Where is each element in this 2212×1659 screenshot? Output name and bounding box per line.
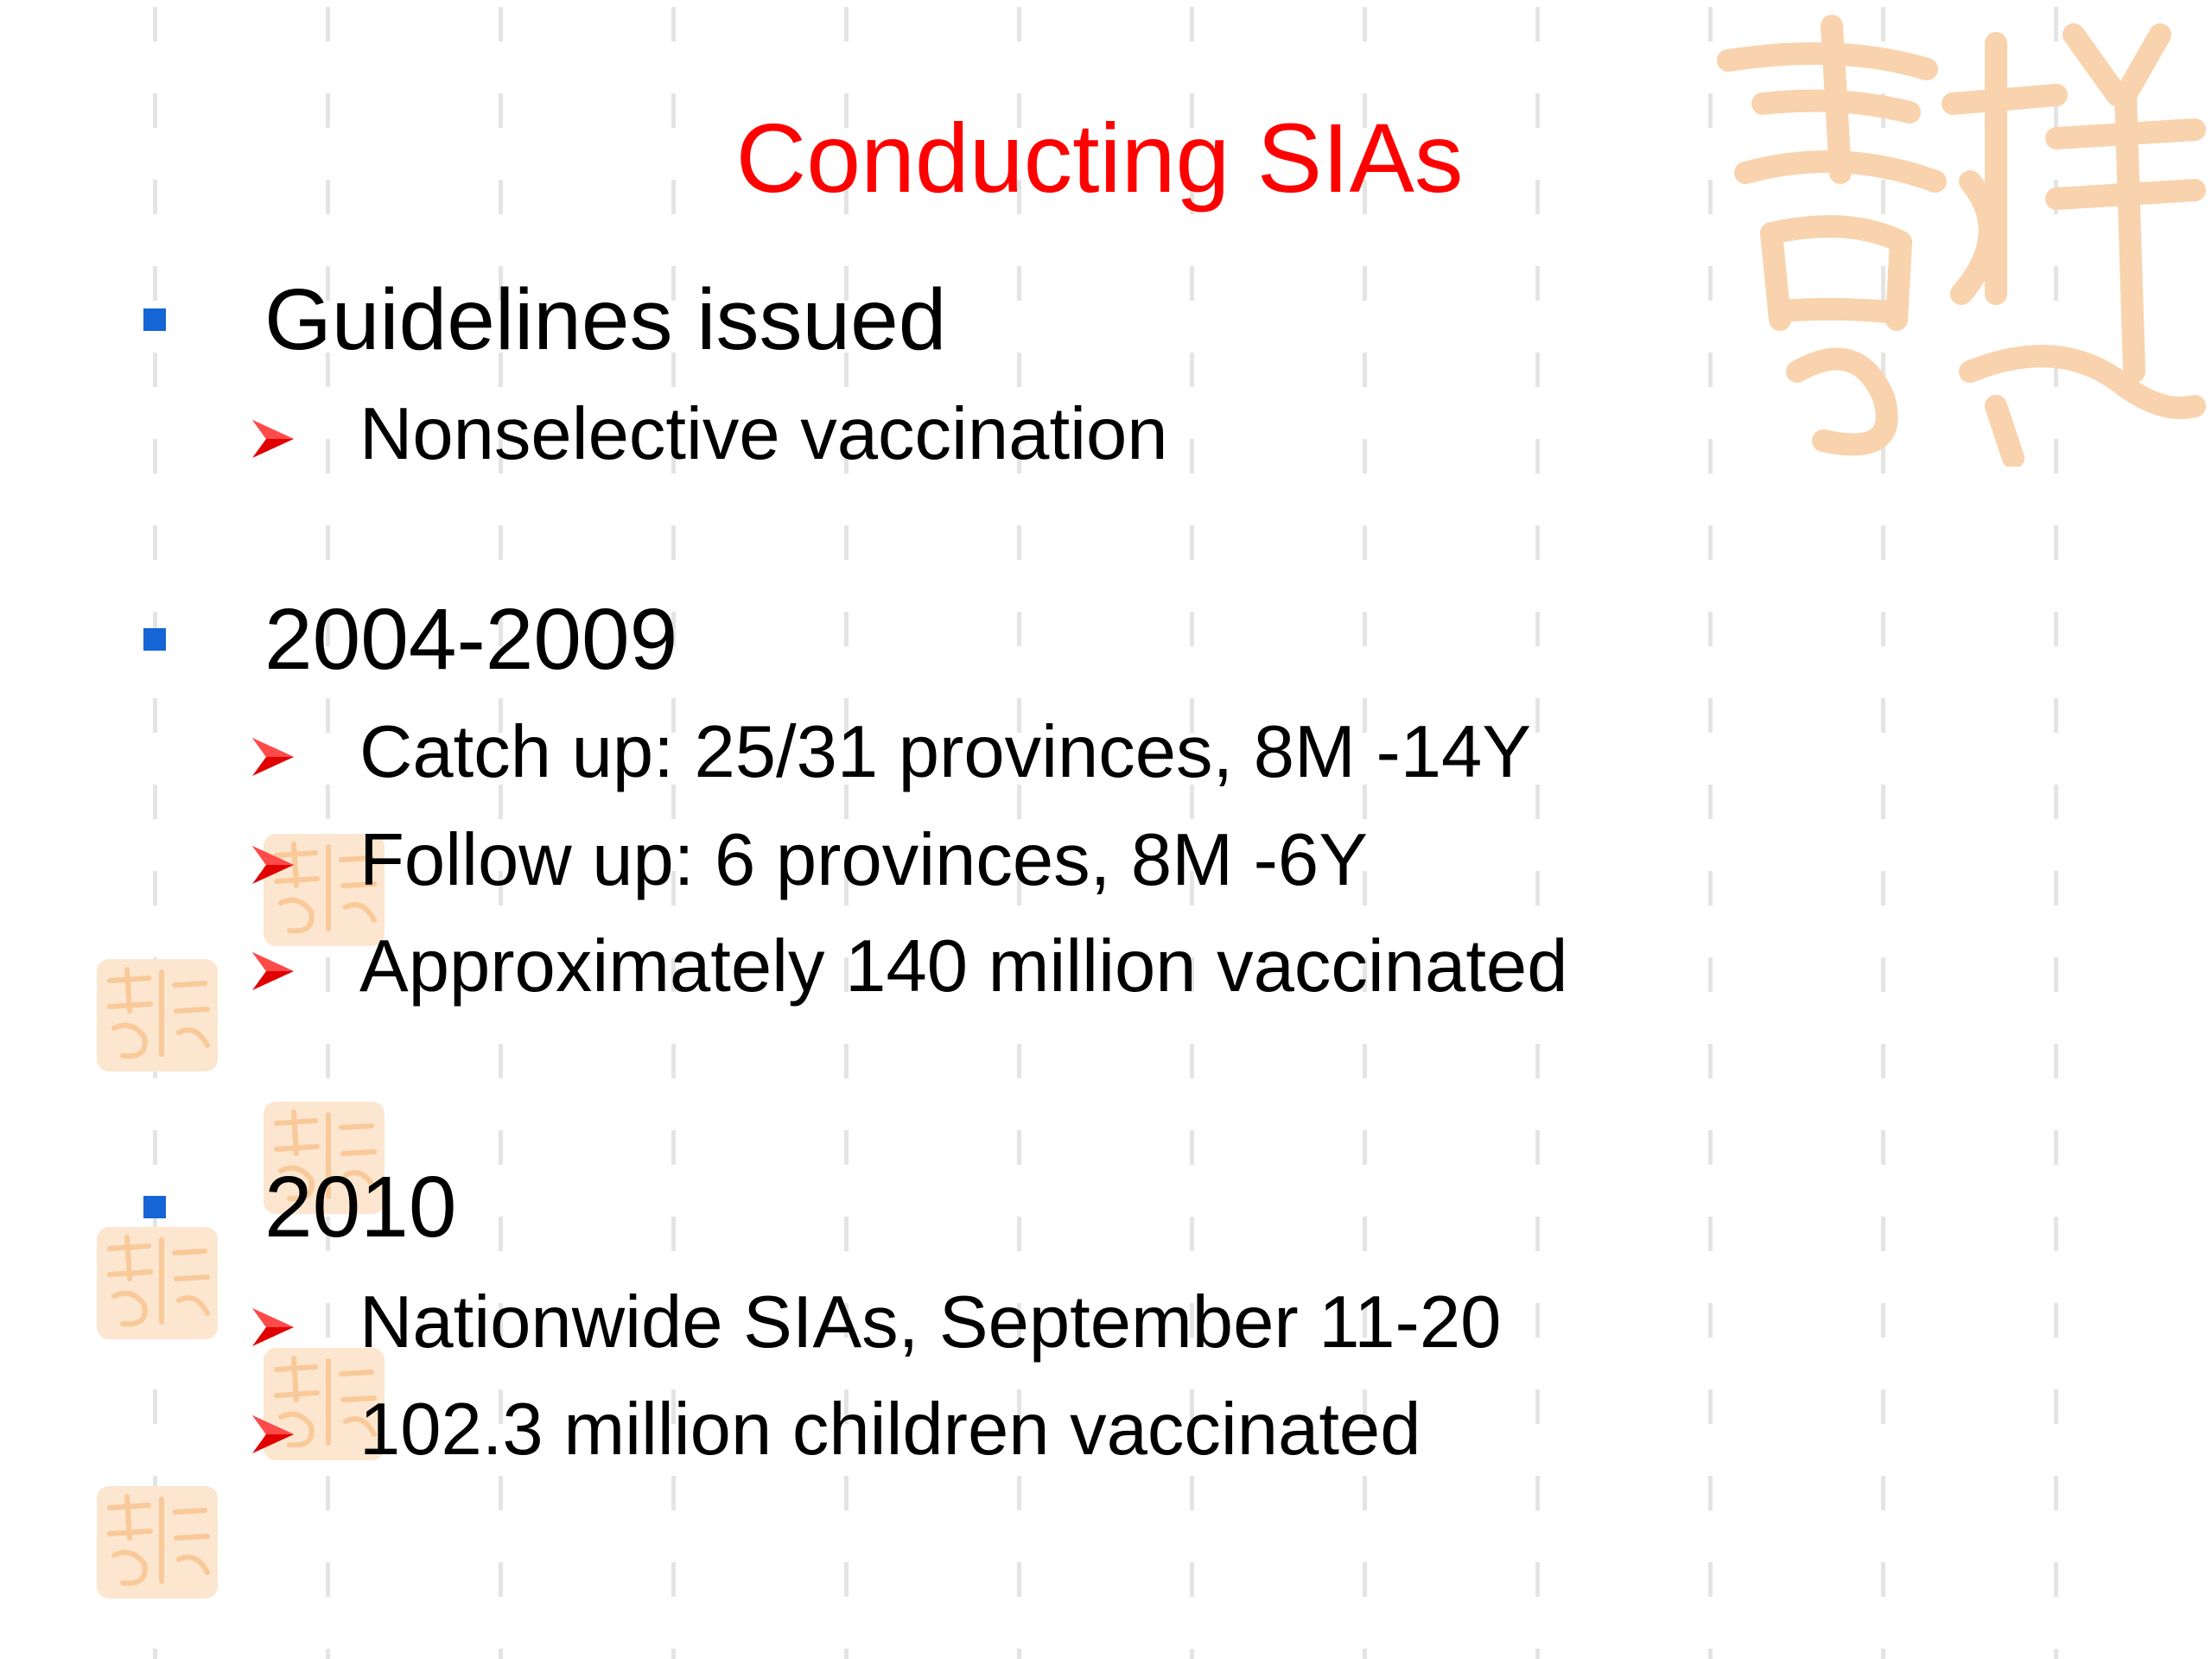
blue-square-icon xyxy=(143,308,166,331)
chinese-seal-icon xyxy=(97,1227,218,1339)
list-item: Catch up: 25/31 provinces, 8M -14Y xyxy=(359,711,1532,793)
red-arrowhead-icon xyxy=(249,1303,297,1351)
list-item: Approximately 140 million vaccinated xyxy=(359,925,1568,1007)
slide-title: Conducting SIAs xyxy=(735,104,1464,213)
red-arrowhead-icon xyxy=(249,415,297,463)
chinese-seal-icon xyxy=(1711,9,2212,467)
chinese-seal-icon xyxy=(97,1486,218,1599)
red-arrowhead-icon xyxy=(249,947,297,995)
red-arrowhead-icon xyxy=(249,1410,297,1459)
section-heading: 2010 xyxy=(264,1159,457,1255)
list-item: 102.3 million children vaccinated xyxy=(359,1389,1421,1471)
section-heading: Guidelines issued xyxy=(264,271,947,368)
list-item: Follow up: 6 provinces, 8M -6Y xyxy=(359,819,1368,901)
blue-square-icon xyxy=(143,628,166,651)
red-arrowhead-icon xyxy=(249,733,297,781)
section-heading: 2004-2009 xyxy=(264,591,678,688)
red-arrowhead-icon xyxy=(249,841,297,889)
list-item: Nonselective vaccination xyxy=(359,393,1168,475)
list-item: Nationwide SIAs, September 11-20 xyxy=(359,1281,1502,1363)
blue-square-icon xyxy=(143,1196,166,1218)
chinese-seal-icon xyxy=(97,959,218,1071)
